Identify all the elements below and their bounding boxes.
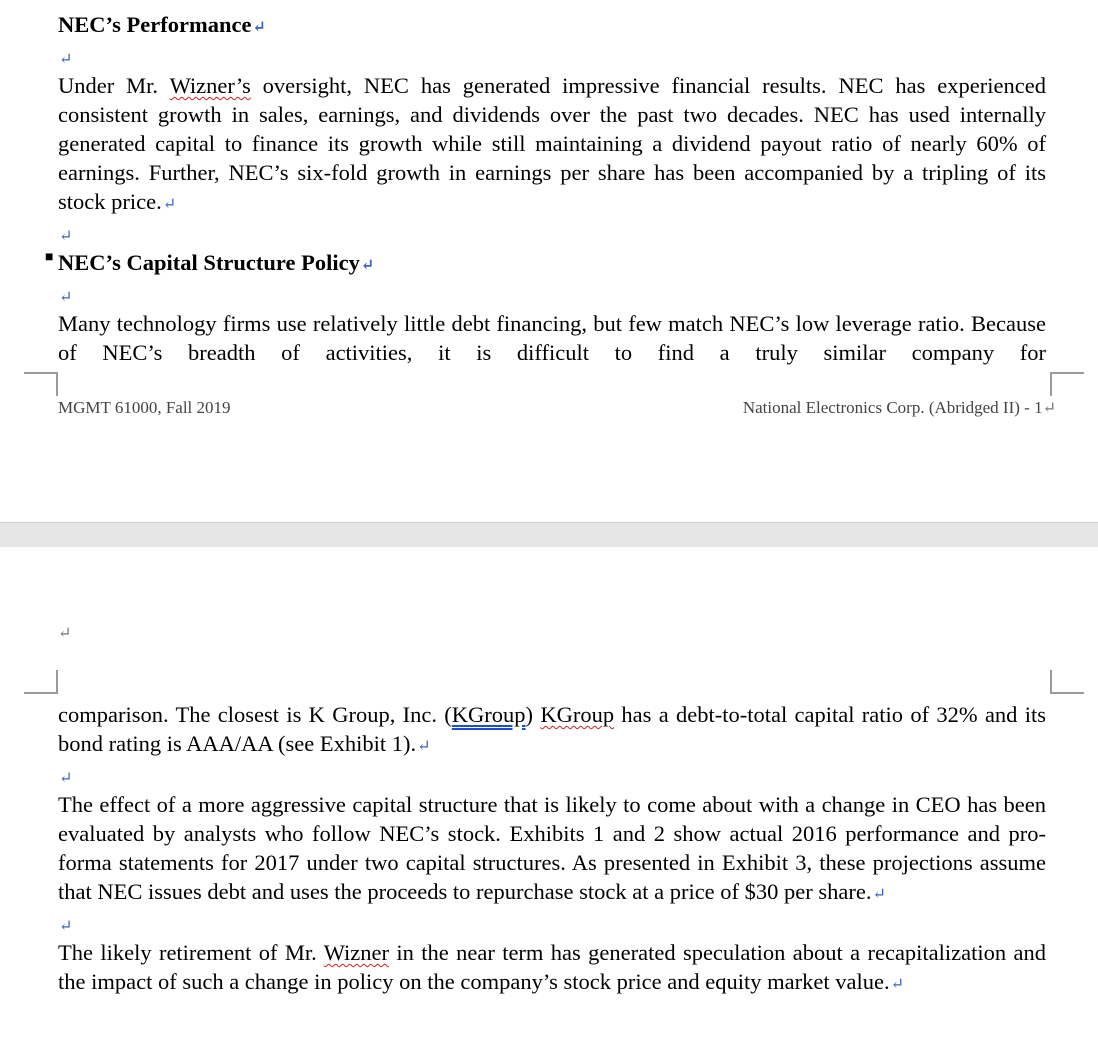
paragraph-retirement: The likely retirement of Mr. Wizner in the near term has generated speculation about a recapitalization and the impact of such a change in policy on the company’s stock price and equity market value.↵	[58, 940, 1046, 994]
paragraph-capital-effect: The effect of a more aggressive capital structure that is likely to come about with a change in CEO has been evaluated by analysts who follow NEC’s stock. Exhibits 1 and 2 show actual 2016 performance and pro-forma statements for 2017 under two capital structures. As presented in Exhibit 3, these projections assume that NEC issues debt and uses the proceeds to repurchase stock at a price of $30 per share.↵	[58, 792, 1046, 904]
margin-corner-mark	[1050, 372, 1084, 396]
header-paragraph-mark-icon: ↵	[58, 625, 72, 642]
page1-body	[58, 10, 1046, 367]
document-page-1	[0, 0, 1098, 522]
paragraph-mark-icon: ↵	[1042, 400, 1056, 417]
grammar-flag[interactable]: KGroup	[451, 702, 526, 727]
page-break-gap	[0, 522, 1098, 548]
paragraph-mark-icon: ↵	[890, 976, 905, 993]
paragraph-mark-icon: ↵	[59, 918, 73, 935]
spelling-flag[interactable]: Wizner’s	[169, 73, 251, 98]
footer-course: MGMT 61000, Fall 2019	[58, 398, 231, 417]
blank-line	[58, 42, 1046, 71]
section-heading-performance: NEC’s Performance↵	[58, 12, 266, 37]
margin-corner-mark	[1050, 670, 1084, 694]
paragraph-performance: Under Mr. Wizner’s oversight, NEC has generated impressive financial results. NEC has experienced consistent growth in sales, earnings, and dividends over the past two decades. NEC has used internally generated capital to finance its growth while still maintaining a dividend payout ratio of nearly 60% of earnings. Further, NEC’s six-fold growth in earnings per share has been accompanied by a tripling of its stock price.↵	[58, 73, 1046, 214]
paragraph-mark-icon: ↵	[417, 738, 431, 755]
list-bullet-icon: ■	[45, 250, 54, 265]
spelling-flag[interactable]: Wizner	[323, 940, 390, 965]
margin-corner-mark	[24, 670, 58, 694]
paragraph-mark-icon: ↵	[872, 886, 886, 903]
blank-line	[58, 219, 1046, 248]
section-heading-capital-structure: NEC’s Capital Structure Policy↵	[58, 250, 375, 275]
blank-line	[58, 909, 1046, 938]
document-page-2	[0, 547, 1098, 1056]
paragraph-mark-icon: ↵	[59, 51, 73, 68]
paragraph-mark-icon: ↵	[360, 257, 375, 274]
margin-corner-mark	[24, 372, 58, 396]
paragraph-mark-icon: ↵	[59, 770, 73, 787]
paragraph-comparison: comparison. The closest is K Group, Inc. (KGroup) KGroup has a debt-to-total capital ratio of 32% and its bond rating is AAA/AA (see Exhibit 1).↵	[58, 702, 1046, 756]
paragraph-capital-structure: Many technology firms use relatively little debt financing, but few match NEC’s low leverage ratio. Because of NEC’s breadth of activities, it is difficult to find a truly similar company for	[58, 311, 1046, 365]
paragraph-mark-icon: ↵	[252, 19, 266, 36]
footer-title: National Electronics Corp. (Abridged II) - 1↵	[742, 398, 1056, 417]
paragraph-mark-icon: ↵	[162, 196, 177, 213]
spelling-flag[interactable]: KGroup	[540, 702, 615, 727]
blank-line	[58, 280, 1046, 309]
paragraph-mark-icon: ↵	[59, 289, 73, 306]
page2-body	[58, 700, 1046, 999]
paragraph-mark-icon: ↵	[59, 228, 73, 245]
blank-line	[58, 761, 1046, 790]
